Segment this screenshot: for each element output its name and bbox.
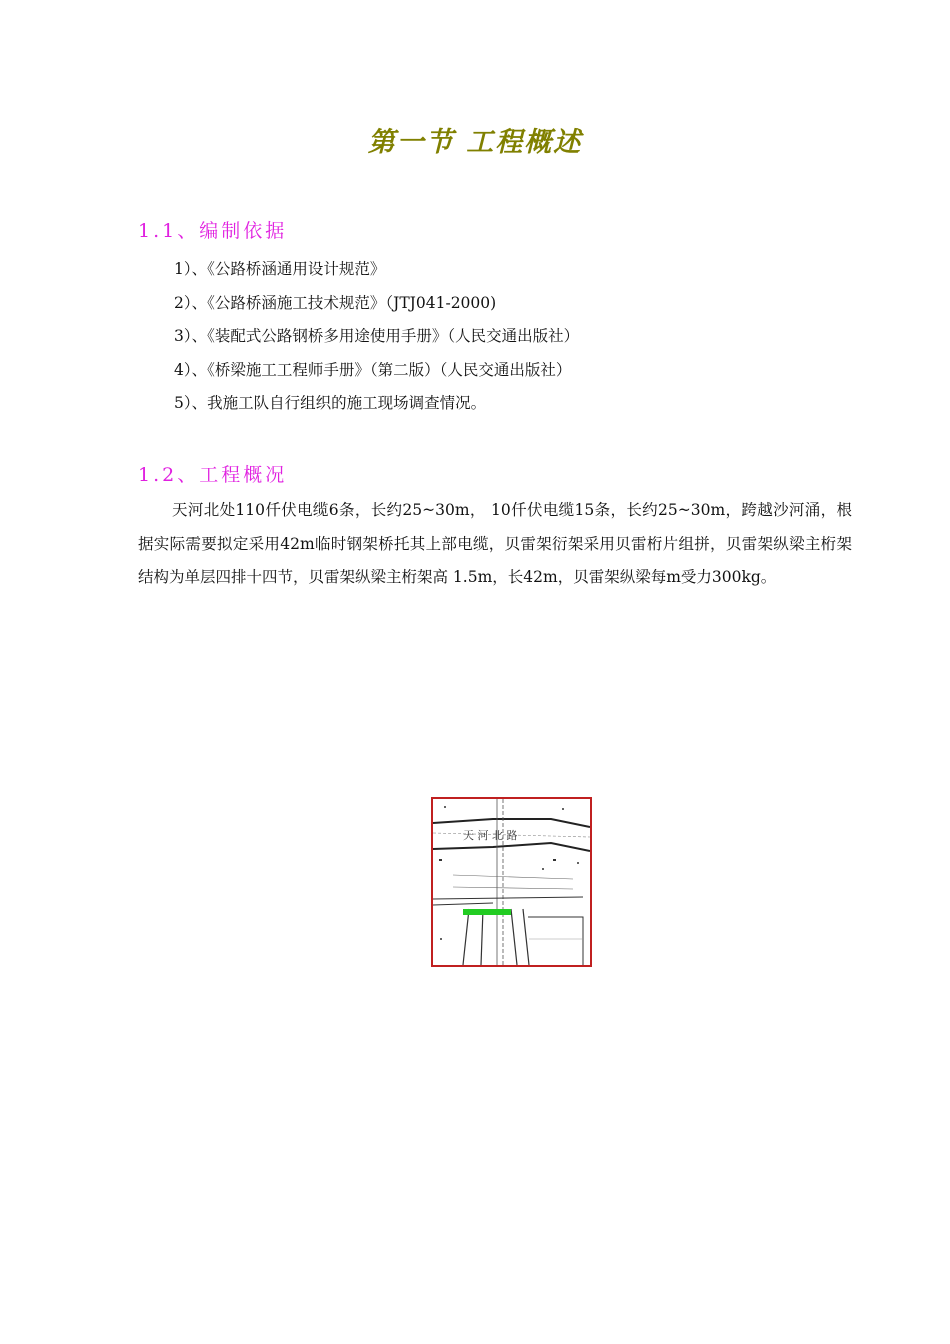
bridge-marker (463, 909, 511, 915)
reference-list (174, 257, 579, 425)
reference-item: 2）、《公路桥涵施工技术规范》（JTJ041-2000) (174, 293, 497, 312)
reference-item: 1）、《公路桥涵通用设计规范》 (174, 260, 386, 278)
section-heading-overview: 1.2、工程概况 (138, 464, 288, 486)
site-plan-drawing (433, 799, 590, 965)
reference-item: 3）、《装配式公路钢桥多用途使用手册》（人民交通出版社） (174, 327, 580, 345)
road-label: 天 河 北 路 (463, 829, 518, 842)
section-heading-basis: 1.1、编制依据 (138, 220, 288, 242)
overview-paragraph: 天河北处110仟伏电缆6条，长约25~30m， 10仟伏电缆15条，长约25~30m，跨越沙河涌，根据实际需要拟定采用42m临时钢架桥托其上部电缆，贝雷架衍架采用贝雷桁片组拼，贝雷架纵梁主桁架结构为单层四排十四节，贝雷架纵梁主桁架高 1.5m，长42m，贝雷架纵梁每m受力300kg。 (138, 501, 852, 586)
page-title: 第一节 工程概述 (367, 127, 583, 158)
site-plan-figure (431, 797, 592, 967)
reference-item: 4）、《桥梁施工工程师手册》（第二版）（人民交通出版社） (174, 360, 572, 379)
reference-item: 5）、我施工队自行组织的施工现场调查情况。 (174, 394, 487, 412)
